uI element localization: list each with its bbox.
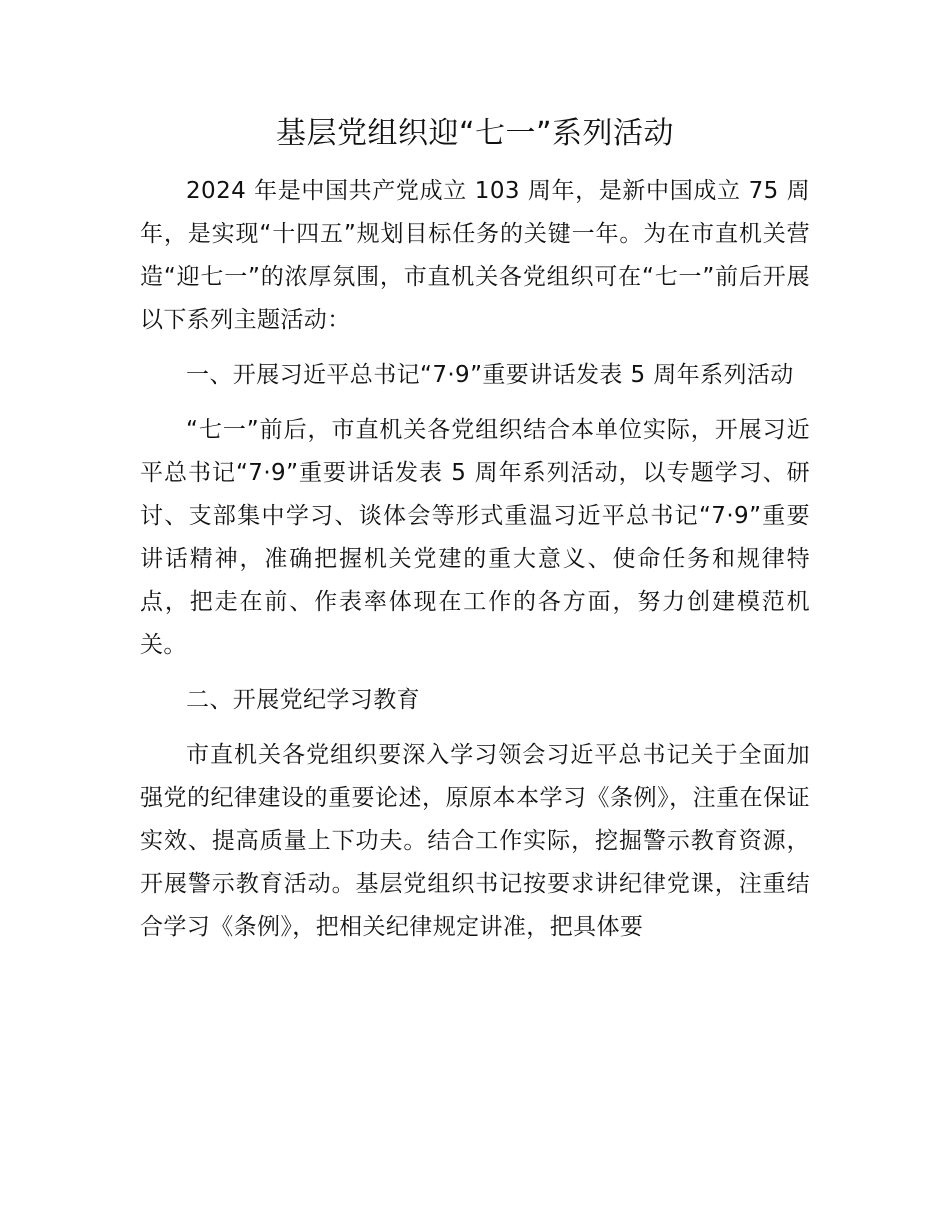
- section-heading-1: 一、开展习近平总书记“7·9”重要讲话发表 5 周年系列活动: [186, 362, 794, 388]
- document-title: 基层党组织迎“七一”系列活动: [275, 116, 675, 151]
- section-paragraph-1: “七一”前后，市直机关各党组织结合本单位实际，开展习近平总书记“7·9”重要讲话发表 5 周年系列活动，以专题学习、研讨、支部集中学习、谈体会等形式重温习近平总书记“7·9”重要讲话精神，准确把握机关党建的重大意义、使命任务和规律特点，把走在前、作表率体现在工作的各方面，努力创建模范机关。: [140, 417, 810, 658]
- section-heading-2: 二、开展党纪学习教育: [186, 687, 420, 713]
- section-paragraph-2: 市直机关各党组织要深入学习领会习近平总书记关于全面加强党的纪律建设的重要论述，原原本本学习《条例》，注重在保证实效、提高质量上下功夫。结合工作实际，挖掘警示教育资源，开展警示教育活动。基层党组织书记按要求讲纪律党课，注重结合学习《条例》，把相关纪律规定讲准，把具体要: [140, 742, 810, 940]
- intro-paragraph: 2024 年是中国共产党成立 103 周年，是新中国成立 75 周年，是实现“十四五”规划目标任务的关键一年。为在市直机关营造“迎七一”的浓厚氛围，市直机关各党组织可在“七一”前后开展以下系列主题活动：: [140, 178, 810, 333]
- document-body: [140, 170, 810, 961]
